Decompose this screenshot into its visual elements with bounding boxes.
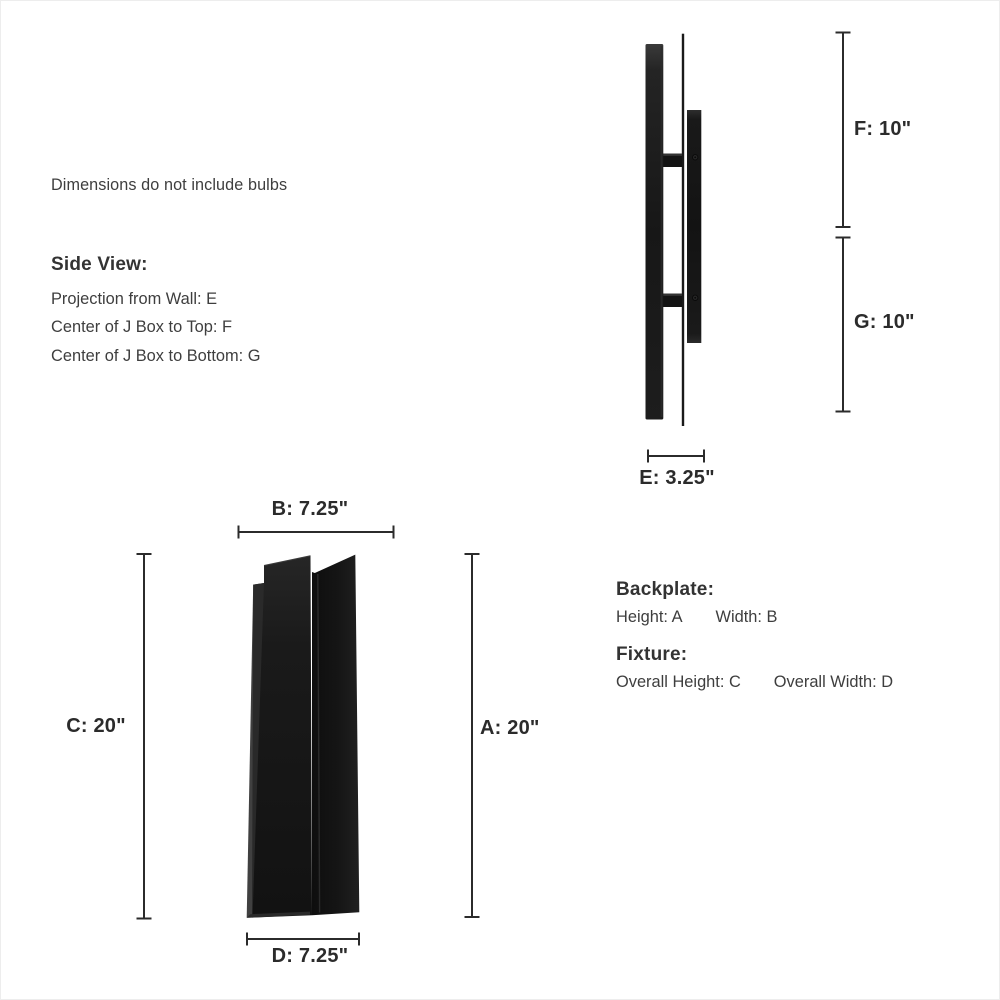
dimension-line-e [648,450,704,463]
diagram-artwork [1,1,1000,1000]
fixture-heading: Fixture: [616,644,688,665]
backplate-specs [616,608,893,627]
side-view-lower-arm [663,294,683,308]
fixture-width-spec: Overall Width: D [773,673,894,691]
dim-label-a: A: 20" [480,717,540,739]
dim-label-b: B: 7.25" [271,498,349,520]
legend-item-jbox-top: Center of J Box to Top: F [51,318,232,337]
spec-legend [616,579,893,692]
side-view-legend-title: Side View: [51,254,148,275]
dimension-line-f [836,33,851,228]
front-view-fixture [247,555,360,918]
dim-label-c: C: 20" [66,715,126,737]
legend-item-projection: Projection from Wall: E [51,290,218,308]
fixture-specs [616,673,893,692]
side-view-backplate [687,110,701,343]
backplate-width-spec: Width: B [715,608,778,626]
dimension-line-d [247,933,359,946]
side-view-wall-line [682,34,684,426]
dimension-lines [137,33,851,946]
dimension-line-a [465,554,480,917]
backplate-height-spec: Height: A [616,608,683,626]
side-view-fixture [646,34,702,426]
dimension-line-c [137,554,152,919]
side-view-upper-arm [663,154,683,168]
dim-label-g: G: 10" [854,311,915,333]
side-view-screw-top [693,155,698,160]
side-view-body [646,44,664,420]
dim-label-e: E: 3.25" [639,467,715,489]
bulb-disclaimer-note: Dimensions do not include bulbs [51,176,288,194]
backplate-heading: Backplate: [616,579,715,600]
fixture-height-spec: Overall Height: C [616,673,741,691]
side-view-legend [51,254,261,370]
legend-item-jbox-bottom: Center of J Box to Bottom: G [51,346,261,365]
dimension-line-g [836,238,851,412]
dim-label-f: F: 10" [854,118,912,140]
side-view-screw-bottom [693,295,698,300]
dim-label-d: D: 7.25" [271,945,349,967]
dimension-line-b [239,526,394,539]
